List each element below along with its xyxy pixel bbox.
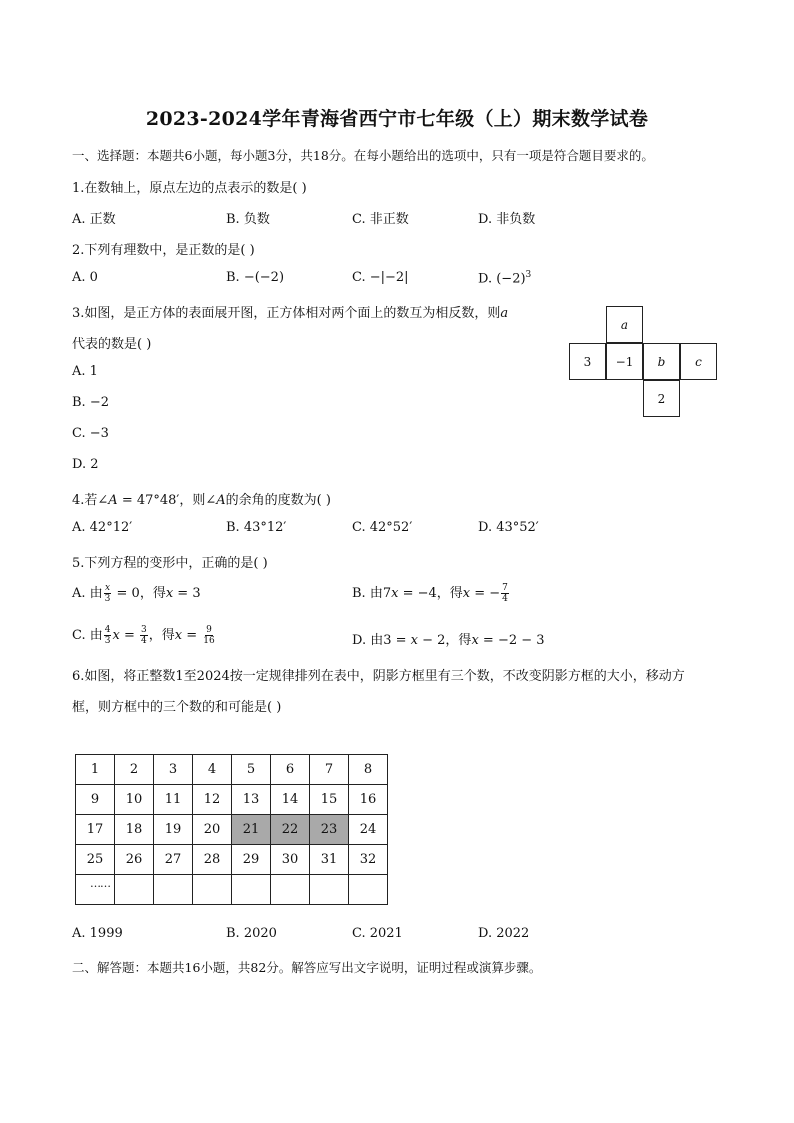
q6-option-a: A. 1999 (72, 926, 123, 941)
question-2-stem: 2.下列有理数中，是正数的是( ) (72, 243, 255, 258)
question-4-stem: 4.若∠A = 47°48′，则∠A的余角的度数为( ) (72, 493, 331, 508)
table-cell: 24 (349, 815, 388, 845)
table-cell: 26 (115, 845, 154, 875)
table-cell: 11 (154, 785, 193, 815)
table-cell: 32 (349, 845, 388, 875)
q5-option-d: D. 由3 = x − 2，得x = −2 − 3 (352, 633, 545, 648)
table-cell (271, 875, 310, 905)
net-face-a: a (606, 306, 643, 343)
q3-option-a: A. 1 (72, 364, 98, 379)
question-3-stem-line1: 3.如图，是正方体的表面展开图，正方体相对两个面上的数互为相反数，则a (72, 306, 509, 321)
q1-option-c: C. 非正数 (352, 212, 409, 227)
question-6-stem-line1: 6.如图，将正整数1至2024按一定规律排列在表中，阴影方框里有三个数，不改变阴影方框的大小，移动方 (72, 669, 685, 684)
table-cell (193, 875, 232, 905)
question-1-stem: 1.在数轴上，原点左边的点表示的数是( ) (72, 181, 307, 196)
table-cell: 21 (232, 815, 271, 845)
table-cell (349, 875, 388, 905)
q5-option-a: A. 由 $\frac{x}{3}$ = 0，得x = 3 (72, 583, 201, 604)
table-cell: 22 (271, 815, 310, 845)
q6-option-b: B. 2020 (226, 926, 277, 941)
q5-option-b: B. 由7x = −4，得x = − $\frac{7}{4}$ (352, 583, 508, 604)
table-cell: 23 (310, 815, 349, 845)
net-face-2: 2 (643, 380, 680, 417)
table-cell: 18 (115, 815, 154, 845)
table-cell: 1 (76, 755, 115, 785)
q4-option-d: D. 43°52′ (478, 520, 539, 535)
table-row (76, 755, 388, 785)
table-cell: 29 (232, 845, 271, 875)
table-row (76, 785, 388, 815)
table-cell: 28 (193, 845, 232, 875)
table-cell: 27 (154, 845, 193, 875)
table-cell: 8 (349, 755, 388, 785)
q1-option-a: A. 正数 (72, 212, 116, 227)
table-cell: 15 (310, 785, 349, 815)
table-cell: 2 (115, 755, 154, 785)
q1-option-b: B. 负数 (226, 212, 270, 227)
table-cell: 4 (193, 755, 232, 785)
table-cell: 6 (271, 755, 310, 785)
q4-option-c: C. 42°52′ (352, 520, 413, 535)
section-2-heading: 二、解答题：本题共16小题，共82分。解答应写出文字说明，证明过程或演算步骤。 (72, 960, 542, 975)
net-face-c: c (680, 343, 717, 380)
q2-option-d: D. $(-2)^3$ (478, 270, 532, 287)
q5-option-c: C. 由 $\frac{4}{3}$ x = $\frac{3}{4}$ ，得x = $\frac{9}{16}$ (72, 625, 215, 646)
question-6-stem-line2: 框，则方框中的三个数的和可能是( ) (72, 700, 282, 715)
table-row (76, 845, 388, 875)
table-cell: 3 (154, 755, 193, 785)
table-cell: 19 (154, 815, 193, 845)
table-cell (154, 875, 193, 905)
table-cell: 9 (76, 785, 115, 815)
table-row (76, 875, 388, 905)
table-cell: 30 (271, 845, 310, 875)
section-1-heading: 一、选择题：本题共6小题，每小题3分，共18分。在每小题给出的选项中，只有一项是符合题目要求的。 (72, 148, 654, 163)
table-cell: 10 (115, 785, 154, 815)
table-cell: …… (76, 875, 115, 905)
q3-option-c: C. −3 (72, 426, 109, 441)
table-cell (232, 875, 271, 905)
number-table (75, 754, 388, 905)
table-cell: 31 (310, 845, 349, 875)
net-face-3: 3 (569, 343, 606, 380)
q3-option-b: B. −2 (72, 395, 109, 410)
table-cell: 12 (193, 785, 232, 815)
table-cell: 20 (193, 815, 232, 845)
table-cell: 14 (271, 785, 310, 815)
question-5-stem: 5.下列方程的变形中，正确的是( ) (72, 556, 268, 571)
question-3-stem-line2: 代表的数是( ) (72, 337, 152, 352)
q3-option-d: D. 2 (72, 457, 99, 472)
table-cell: 13 (232, 785, 271, 815)
page-title: 2023-2024学年青海省西宁市七年级（上）期末数学试卷 (145, 108, 649, 130)
table-cell: 25 (76, 845, 115, 875)
q2-option-c: C. −|−2| (352, 270, 409, 285)
net-face-b: b (643, 343, 680, 380)
table-cell: 16 (349, 785, 388, 815)
q6-option-c: C. 2021 (352, 926, 403, 941)
q6-option-d: D. 2022 (478, 926, 530, 941)
q1-option-d: D. 非负数 (478, 212, 536, 227)
table-cell: 5 (232, 755, 271, 785)
table-row (76, 815, 388, 845)
net-face-minus1: −1 (606, 343, 643, 380)
table-cell: 7 (310, 755, 349, 785)
cube-net-figure (569, 306, 719, 419)
q4-option-a: A. 42°12′ (72, 520, 133, 535)
table-cell: 17 (76, 815, 115, 845)
table-cell (115, 875, 154, 905)
q2-option-b: B. −(−2) (226, 270, 285, 285)
q2-option-a: A. 0 (72, 270, 98, 285)
table-cell (310, 875, 349, 905)
q4-option-b: B. 43°12′ (226, 520, 287, 535)
